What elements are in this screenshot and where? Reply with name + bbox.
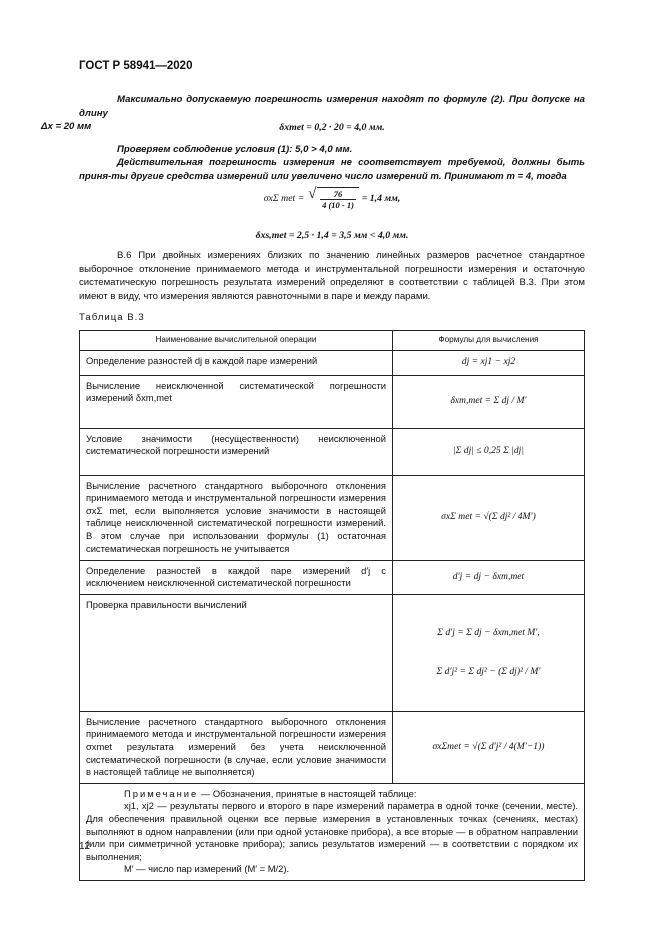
table-row	[80, 594, 585, 711]
check-formula-2: Σ d′j² = Σ dj² − (Σ dj)² / M′	[436, 665, 541, 677]
formula-cell: δxm,met = Σ dj / M′	[393, 375, 585, 428]
calculation-table	[79, 330, 585, 881]
column-header-operation: Наименование вычислительной операции	[80, 331, 393, 351]
formula-sigma-x	[79, 187, 585, 210]
note-heading	[86, 788, 578, 801]
table-row	[80, 711, 585, 783]
document-header: ГОСТ Р 58941—2020	[79, 60, 193, 72]
formula-cell: d′j = dj − δxm,met	[393, 560, 585, 594]
operation-cell: Условие значимости (несущественности) неисключенной систематической погрешности измерений	[80, 428, 393, 475]
table-note	[80, 783, 585, 880]
fraction	[320, 189, 356, 210]
formula-delta-xs-met	[79, 230, 585, 241]
section-b6-paragraph: В.6 При двойных измерениях близких по значению линейных размеров расчетное стандартное выборочное отклонение принимаемого метода и инструментальной погрешности измерения и остаточную систематическую погрешность результата измерений определяют в соответствии с таблицей В.3. При этом имеют в виду, что измерения являются равноточными в паре и между парами.	[79, 250, 585, 302]
table-note-row	[80, 783, 585, 880]
formula-2-left: σxΣ met =	[263, 193, 305, 205]
intro-paragraph-2: Проверяем соблюдение условия (1): 5,0 > 4,0 мм.	[117, 144, 353, 155]
table-row	[80, 475, 585, 560]
note-m-definition: M′ — число пар измерений (M′ = M/2).	[124, 863, 290, 875]
formula-3-text: δxs,met = 2,5 · 1,4 = 3,5 мм < 4,0 мм.	[255, 230, 409, 241]
intro-p1-text: Максимально допускаемую погрешность измерения находят по формуле (2). При допуске на длину	[79, 94, 585, 119]
table-row	[80, 350, 585, 375]
operation-cell: Проверка правильности вычислений	[80, 594, 393, 711]
page-number: 12	[79, 841, 91, 852]
note-title: Примечание	[124, 787, 199, 799]
column-header-formula: Формулы для вычисления	[393, 331, 585, 351]
formula-cell: |Σ dj| ≤ 0,25 Σ |dj|	[393, 428, 585, 475]
note-intro: — Обозначения, принятые в настоящей таблице:	[198, 787, 417, 799]
operation-cell: Вычисление расчетного стандартного выборочного отклонения принимаемого метода и инструментальной погрешности измерения σxΣ met, если выполняется условие значимости в настоящей таблице неисключенной систематической погрешности измерений. В этом случае при использовании формулы (1) остаточная систематическая погрешность не учитывается	[80, 475, 393, 560]
sqrt-symbol	[317, 187, 359, 210]
operation-cell: Вычисление расчетного стандартного выборочного отклонения принимаемого метода и инструментальной погрешности измерения σxmet результата измерений без учета неисключенной систематической погрешности (в случае, если условие значимости в настоящей таблице не выполняется)	[80, 711, 393, 783]
intro-p1b-text: Δx = 20 мм	[41, 121, 92, 133]
note-x-definition: xj1, xj2 — результаты первого и второго в паре измерений параметра в одной точке (сечении, месте). Для обеспечения правильной оценки все первые измерения в установленных точках (сечениях, местах) выполняют в одном направлении (или при одной установке прибора), а все вторые — в обратном направлении (или при симметричной установке прибора); запись результатов измерений — в соответствии с порядком их выполнения;	[86, 800, 578, 862]
formula-1-text: δxmet = 0,2 · 20 = 4,0 мм.	[279, 122, 385, 133]
fraction-numerator: √ 76	[320, 189, 356, 200]
formula-2-right: = 1,4 мм,	[361, 193, 401, 205]
table-caption: Таблица В.3	[79, 312, 145, 323]
formula-cell: σxΣmet = √(Σ d′j² / 4(M′−1))	[393, 711, 585, 783]
operation-cell: Вычисление неисключенной систематической погрешности измерений δxm,met	[80, 375, 393, 428]
formula-cell: σxΣ met = √(Σ dj² / 4M′)	[393, 475, 585, 560]
operation-cell: Определение разностей в каждой паре измерений d′j с исключением неисключенной систематической погрешности	[80, 560, 393, 594]
check-formula-1: Σ d′j = Σ dj − δxm,met M′,	[437, 627, 540, 639]
operation-cell: Определение разностей dj в каждой паре измерений	[80, 350, 393, 375]
table-header-row	[80, 331, 585, 351]
fraction-denominator: 4 (10 - 1)	[322, 200, 354, 210]
intro-paragraph-3: Действительная погрешность измерения не соответствует требуемой, должны быть приня-ты другие средства измерений или увеличено число измерений m. Принимают m = 4, тогда	[79, 157, 585, 182]
table-row	[80, 428, 585, 475]
table-row	[80, 560, 585, 594]
table-row	[80, 375, 585, 428]
formula-delta-x-met	[79, 122, 585, 133]
formula-cell: dj = xj1 − xj2	[393, 350, 585, 375]
formula-cell	[393, 594, 585, 711]
